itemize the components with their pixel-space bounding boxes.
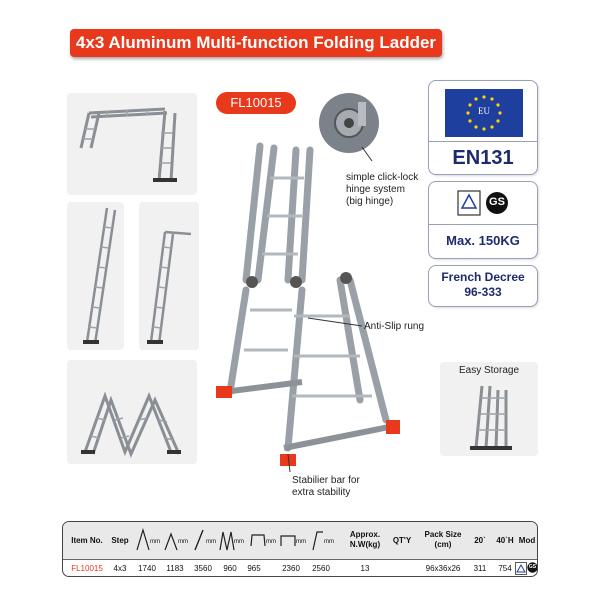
gs-mark-text: GS	[528, 564, 537, 570]
eu-en131-box	[428, 80, 538, 175]
tuv-mark-icon	[457, 190, 481, 216]
stabilier-caption	[292, 475, 360, 499]
hinge-caption-line2: hinge system	[346, 184, 405, 195]
cell-dim-7: 2560	[312, 564, 330, 573]
header-dim-unit: mm	[234, 539, 244, 545]
cell-dim-1: 1740	[138, 564, 156, 573]
stabilier-caption-line1: Stabilier bar for	[292, 475, 360, 486]
ladder-platform-image	[67, 93, 197, 195]
thumb-straight-config	[67, 202, 124, 350]
easy-storage-panel	[440, 362, 538, 456]
header-qty: QT'Y	[392, 536, 412, 545]
french-decree-line2: 96-333	[464, 285, 502, 299]
header-nw-line2: N.W(kg)	[349, 540, 381, 549]
page-title: 4x3 Aluminum Multi-function Folding Ladder	[70, 29, 442, 57]
divider	[429, 224, 537, 225]
cell-dim-2: 1183	[166, 564, 184, 573]
hinge-caption	[346, 172, 418, 208]
stabilier-pointer-line	[284, 452, 294, 474]
ladder-wall-image	[139, 202, 199, 350]
header-mod: Mod	[518, 536, 536, 545]
cell-dim-6: 2360	[282, 564, 300, 573]
stabilizer-end-cap-right	[386, 420, 400, 434]
header-40hq: 40`H	[496, 536, 514, 545]
header-dim-unit: mm	[150, 539, 160, 545]
cell-dim-4: 960	[223, 564, 237, 573]
divider	[429, 141, 537, 142]
header-dim-unit: mm	[178, 539, 188, 545]
max-load-text: Max. 150KG	[446, 233, 520, 248]
eu-flag-text: EU	[478, 106, 490, 116]
model-badge: FL10015	[216, 92, 296, 114]
tuv-mark-icon	[515, 562, 527, 575]
easy-storage-label: Easy Storage	[458, 365, 520, 376]
folded-ladder-image	[466, 380, 516, 452]
cell-dim-3: 3560	[194, 564, 212, 573]
table-row	[63, 560, 537, 577]
header-pack-line1: Pack Size	[424, 530, 462, 539]
ladder-straight-image	[67, 202, 124, 350]
cell-nw: 13	[360, 564, 370, 573]
gs-mark-text: GS	[489, 196, 505, 208]
thumb-wave-config	[67, 360, 197, 464]
header-dim-unit: mm	[206, 539, 216, 545]
hinge-pointer-line	[360, 145, 374, 163]
french-decree-box	[428, 265, 538, 307]
stabilizer-end-cap-left	[216, 386, 232, 398]
cell-step: 4x3	[113, 564, 127, 573]
header-pack-line2: (cm)	[434, 540, 452, 549]
cell-pack: 96x36x26	[425, 564, 461, 573]
header-dim-unit: mm	[324, 539, 334, 545]
thumb-wall-config	[139, 202, 199, 350]
hinge-caption-line1: simple click-lock	[346, 172, 419, 183]
french-decree-line1: French Decree	[441, 270, 525, 284]
header-step: Step	[111, 536, 129, 545]
cell-40hq: 754	[498, 564, 512, 573]
header-20ft: 20`	[474, 536, 486, 545]
anti-slip-caption: Anti-Slip rung	[364, 321, 425, 332]
header-dim-unit: mm	[296, 539, 306, 545]
header-dim-unit: mm	[266, 539, 276, 545]
stabilier-caption-line2: extra stability	[292, 487, 351, 498]
hinge-caption-line3: (big hinge)	[346, 196, 394, 207]
cell-20ft: 311	[473, 564, 487, 573]
cell-dim-5: 965	[247, 564, 261, 573]
thumb-platform-config	[67, 93, 197, 195]
max-load-box	[428, 181, 538, 259]
header-item-no: Item No.	[71, 536, 103, 545]
spec-table	[62, 521, 538, 577]
ladder-wave-image	[67, 360, 197, 464]
cell-item-no: FL10015	[71, 564, 103, 573]
header-nw-line1: Approx.	[349, 530, 381, 539]
spec-table-header	[63, 522, 537, 560]
en131-standard: EN131	[452, 147, 514, 169]
anti-slip-pointer-line	[306, 316, 364, 330]
